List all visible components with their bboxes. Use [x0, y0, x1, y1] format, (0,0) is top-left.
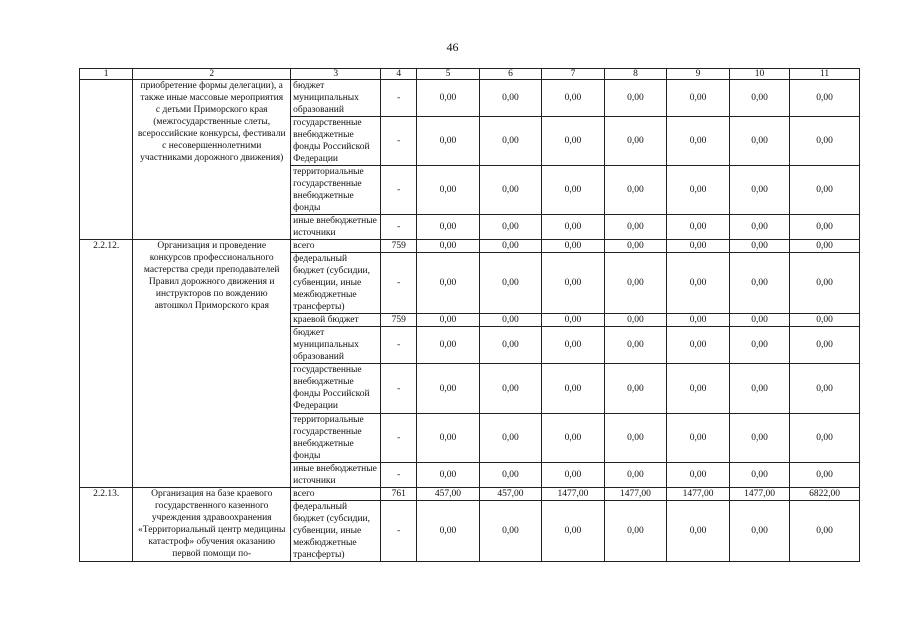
funding-source-cell: иные внебюджетные источники — [291, 215, 381, 240]
value-cell: 0,00 — [729, 314, 789, 327]
value-cell: 0,00 — [790, 314, 860, 327]
value-cell: 1477,00 — [667, 488, 730, 501]
value-cell: 0,00 — [604, 80, 667, 117]
funding-source-cell: федеральный бюджет (субсидии, субвенции, иные межбюджетные трансферты) — [291, 501, 381, 562]
header-cell: 6 — [479, 69, 542, 80]
value-cell: 0,00 — [667, 240, 730, 253]
value-cell: 0,00 — [729, 501, 789, 562]
header-cell: 4 — [381, 69, 417, 80]
value-cell: 0,00 — [667, 253, 730, 314]
value-cell: 0,00 — [604, 501, 667, 562]
value-cell: 0,00 — [729, 166, 789, 215]
value-cell: 0,00 — [729, 327, 789, 364]
item-number-cell — [80, 80, 133, 240]
header-cell: 9 — [667, 69, 730, 80]
value-cell: 0,00 — [667, 215, 730, 240]
value-cell: 0,00 — [417, 166, 480, 215]
value-cell: 0,00 — [667, 327, 730, 364]
value-cell: 0,00 — [604, 327, 667, 364]
value-cell: 0,00 — [479, 166, 542, 215]
table-row — [80, 488, 860, 501]
value-cell: 0,00 — [417, 414, 480, 463]
value-cell: 0,00 — [604, 463, 667, 488]
value-cell: 0,00 — [542, 117, 605, 166]
value-cell: 0,00 — [417, 253, 480, 314]
funding-source-cell: территориальные государственные внебюджетные фонды — [291, 414, 381, 463]
funding-source-cell: государственные внебюджетные фонды Российской Федерации — [291, 364, 381, 414]
value-cell: 0,00 — [479, 240, 542, 253]
value-cell: 0,00 — [479, 463, 542, 488]
value-cell: 0,00 — [667, 314, 730, 327]
code-cell: - — [381, 414, 417, 463]
header-cell: 8 — [604, 69, 667, 80]
value-cell: 0,00 — [417, 117, 480, 166]
value-cell: 0,00 — [542, 166, 605, 215]
header-cell: 3 — [291, 69, 381, 80]
code-cell: 761 — [381, 488, 417, 501]
value-cell: 0,00 — [667, 463, 730, 488]
value-cell: 0,00 — [417, 463, 480, 488]
code-cell: - — [381, 327, 417, 364]
value-cell: 0,00 — [790, 215, 860, 240]
value-cell: 0,00 — [667, 166, 730, 215]
header-cell: 5 — [417, 69, 480, 80]
value-cell: 0,00 — [790, 414, 860, 463]
funding-source-cell: иные внебюджетные источники — [291, 463, 381, 488]
value-cell: 0,00 — [479, 364, 542, 414]
budget-table — [79, 68, 860, 562]
code-cell: - — [381, 463, 417, 488]
value-cell: 0,00 — [542, 364, 605, 414]
funding-source-cell: всего — [291, 488, 381, 501]
header-cell: 10 — [729, 69, 789, 80]
value-cell: 0,00 — [417, 80, 480, 117]
value-cell: 1477,00 — [542, 488, 605, 501]
value-cell: 6822,00 — [790, 488, 860, 501]
activity-description-cell: приобретение формы делегации), а также иные массовые мероприятия с детьми Приморского края (межгосударственные слеты, всероссийские конкурсы, фестивали с несовершеннолетними участниками дорожного движения) — [133, 80, 291, 240]
value-cell: 0,00 — [542, 327, 605, 364]
value-cell: 0,00 — [417, 240, 480, 253]
value-cell: 0,00 — [729, 215, 789, 240]
value-cell: 0,00 — [417, 314, 480, 327]
code-cell: - — [381, 215, 417, 240]
funding-source-cell: бюджет муниципальных образований — [291, 327, 381, 364]
code-cell: - — [381, 253, 417, 314]
header-cell: 2 — [133, 69, 291, 80]
value-cell: 0,00 — [417, 364, 480, 414]
value-cell: 0,00 — [790, 253, 860, 314]
funding-source-cell: бюджет муниципальных образований — [291, 80, 381, 117]
funding-source-cell: государственные внебюджетные фонды Российской Федерации — [291, 117, 381, 166]
value-cell: 0,00 — [479, 327, 542, 364]
value-cell: 0,00 — [479, 117, 542, 166]
value-cell: 0,00 — [667, 364, 730, 414]
table-row — [80, 240, 860, 253]
item-number-cell: 2.2.13. — [80, 488, 133, 562]
value-cell: 0,00 — [604, 166, 667, 215]
value-cell: 0,00 — [479, 314, 542, 327]
value-cell: 0,00 — [790, 80, 860, 117]
value-cell: 0,00 — [729, 240, 789, 253]
value-cell: 0,00 — [542, 314, 605, 327]
value-cell: 0,00 — [604, 117, 667, 166]
header-cell: 7 — [542, 69, 605, 80]
value-cell: 0,00 — [667, 414, 730, 463]
value-cell: 0,00 — [604, 253, 667, 314]
item-number-cell: 2.2.12. — [80, 240, 133, 488]
value-cell: 0,00 — [790, 364, 860, 414]
value-cell: 0,00 — [790, 117, 860, 166]
table-row — [80, 80, 860, 117]
value-cell: 0,00 — [542, 215, 605, 240]
header-cell: 1 — [80, 69, 133, 80]
value-cell: 0,00 — [729, 80, 789, 117]
value-cell: 0,00 — [604, 240, 667, 253]
page-number: 46 — [446, 40, 459, 54]
value-cell: 0,00 — [667, 117, 730, 166]
code-cell: 759 — [381, 240, 417, 253]
value-cell: 0,00 — [790, 501, 860, 562]
funding-source-cell: территориальные государственные внебюджетные фонды — [291, 166, 381, 215]
value-cell: 0,00 — [417, 327, 480, 364]
value-cell: 0,00 — [417, 501, 480, 562]
table-body — [80, 69, 860, 562]
value-cell: 1477,00 — [729, 488, 789, 501]
value-cell: 0,00 — [790, 240, 860, 253]
value-cell: 1477,00 — [604, 488, 667, 501]
value-cell: 0,00 — [604, 414, 667, 463]
value-cell: 0,00 — [479, 80, 542, 117]
value-cell: 0,00 — [729, 414, 789, 463]
value-cell: 0,00 — [729, 117, 789, 166]
value-cell: 0,00 — [542, 463, 605, 488]
value-cell: 0,00 — [479, 215, 542, 240]
value-cell: 457,00 — [479, 488, 542, 501]
value-cell: 0,00 — [604, 314, 667, 327]
value-cell: 0,00 — [667, 501, 730, 562]
code-cell: - — [381, 117, 417, 166]
value-cell: 0,00 — [790, 463, 860, 488]
funding-source-cell: краевой бюджет — [291, 314, 381, 327]
funding-source-cell: федеральный бюджет (субсидии, субвенции, иные межбюджетные трансферты) — [291, 253, 381, 314]
value-cell: 0,00 — [542, 240, 605, 253]
code-cell: - — [381, 364, 417, 414]
value-cell: 0,00 — [729, 463, 789, 488]
value-cell: 457,00 — [417, 488, 480, 501]
value-cell: 0,00 — [542, 501, 605, 562]
value-cell: 0,00 — [729, 364, 789, 414]
code-cell: - — [381, 501, 417, 562]
header-cell: 11 — [790, 69, 860, 80]
code-cell: - — [381, 166, 417, 215]
activity-description-cell: Организация на базе краевого государственного казенного учреждения здравоохранения «Территориальный центр медицины катастроф» обучения оказанию первой помощи по- — [133, 488, 291, 562]
value-cell: 0,00 — [542, 253, 605, 314]
value-cell: 0,00 — [604, 364, 667, 414]
value-cell: 0,00 — [542, 414, 605, 463]
funding-source-cell: всего — [291, 240, 381, 253]
value-cell: 0,00 — [479, 414, 542, 463]
value-cell: 0,00 — [479, 253, 542, 314]
value-cell: 0,00 — [667, 80, 730, 117]
value-cell: 0,00 — [790, 166, 860, 215]
value-cell: 0,00 — [479, 501, 542, 562]
activity-description-cell: Организация и проведение конкурсов профессионального мастерства среди преподавателей Правил дорожного движения и инструкторов по вождению автошкол Приморского края — [133, 240, 291, 488]
code-cell: 759 — [381, 314, 417, 327]
value-cell: 0,00 — [417, 215, 480, 240]
header-row — [80, 69, 860, 80]
value-cell: 0,00 — [729, 253, 789, 314]
value-cell: 0,00 — [604, 215, 667, 240]
value-cell: 0,00 — [542, 80, 605, 117]
value-cell: 0,00 — [790, 327, 860, 364]
code-cell: - — [381, 80, 417, 117]
